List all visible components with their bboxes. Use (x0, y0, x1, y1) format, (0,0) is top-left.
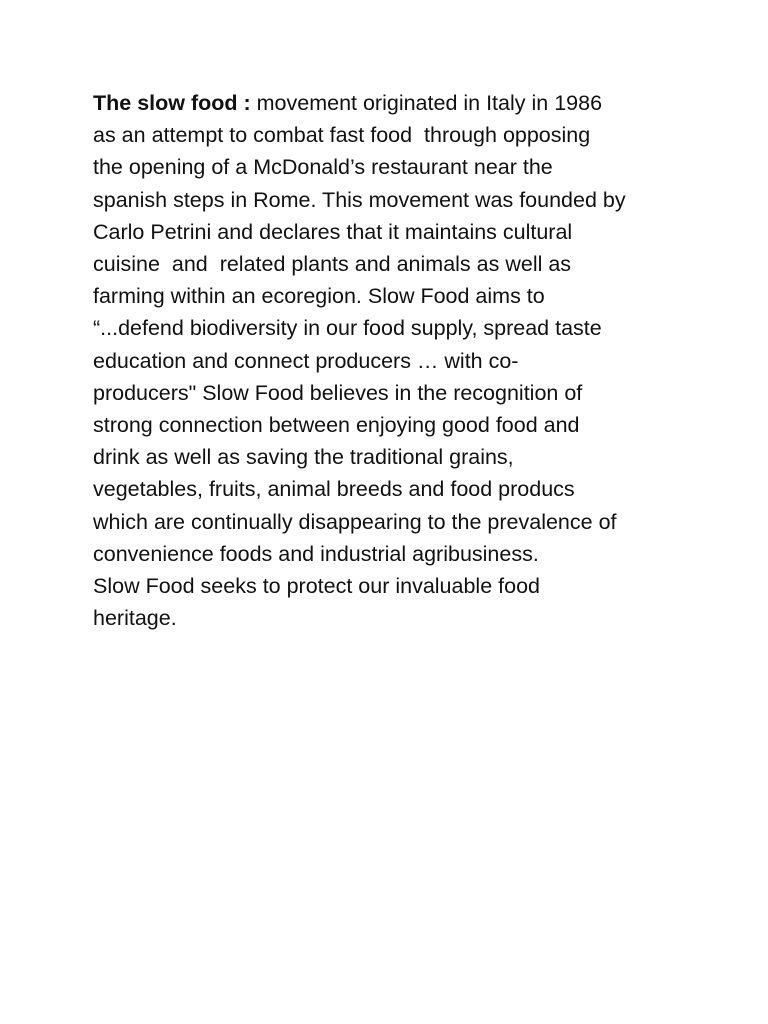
text-line: drink as well as saving the traditional grains, (93, 445, 514, 470)
heading-label: The slow food : (93, 91, 251, 115)
text-line: heritage. (93, 606, 177, 631)
text-line: Carlo Petrini and declares that it maintains cultural (93, 219, 573, 244)
text-line: cuisine and related plants and animals as well as (93, 252, 572, 277)
text-line: Slow Food seeks to protect our invaluable food (93, 574, 540, 599)
text-line-segment: movement originated in Italy in 1986 (250, 91, 603, 115)
body-text (93, 87, 693, 634)
text-line: producers" Slow Food believes in the recognition of (93, 380, 583, 405)
text-line: farming within an ecoregion. Slow Food aims to (93, 284, 545, 309)
text-line: as an attempt to combat fast food through opposing (93, 123, 591, 148)
text-line: vegetables, fruits, animal breeds and food producs (93, 477, 575, 502)
text-line: the opening of a McDonald’s restaurant near the (93, 155, 553, 180)
text-line (93, 87, 693, 119)
text-line: education and connect producers … with co- (93, 348, 519, 373)
text-line: “...defend biodiversity in our food supply, spread taste (93, 316, 602, 341)
text-line: strong connection between enjoying good food and (93, 413, 580, 438)
text-line: spanish steps in Rome. This movement was founded by (93, 187, 626, 212)
text-line: convenience foods and industrial agribusiness. (93, 541, 539, 566)
text-line: which are continually disappearing to the prevalence of (93, 509, 617, 534)
